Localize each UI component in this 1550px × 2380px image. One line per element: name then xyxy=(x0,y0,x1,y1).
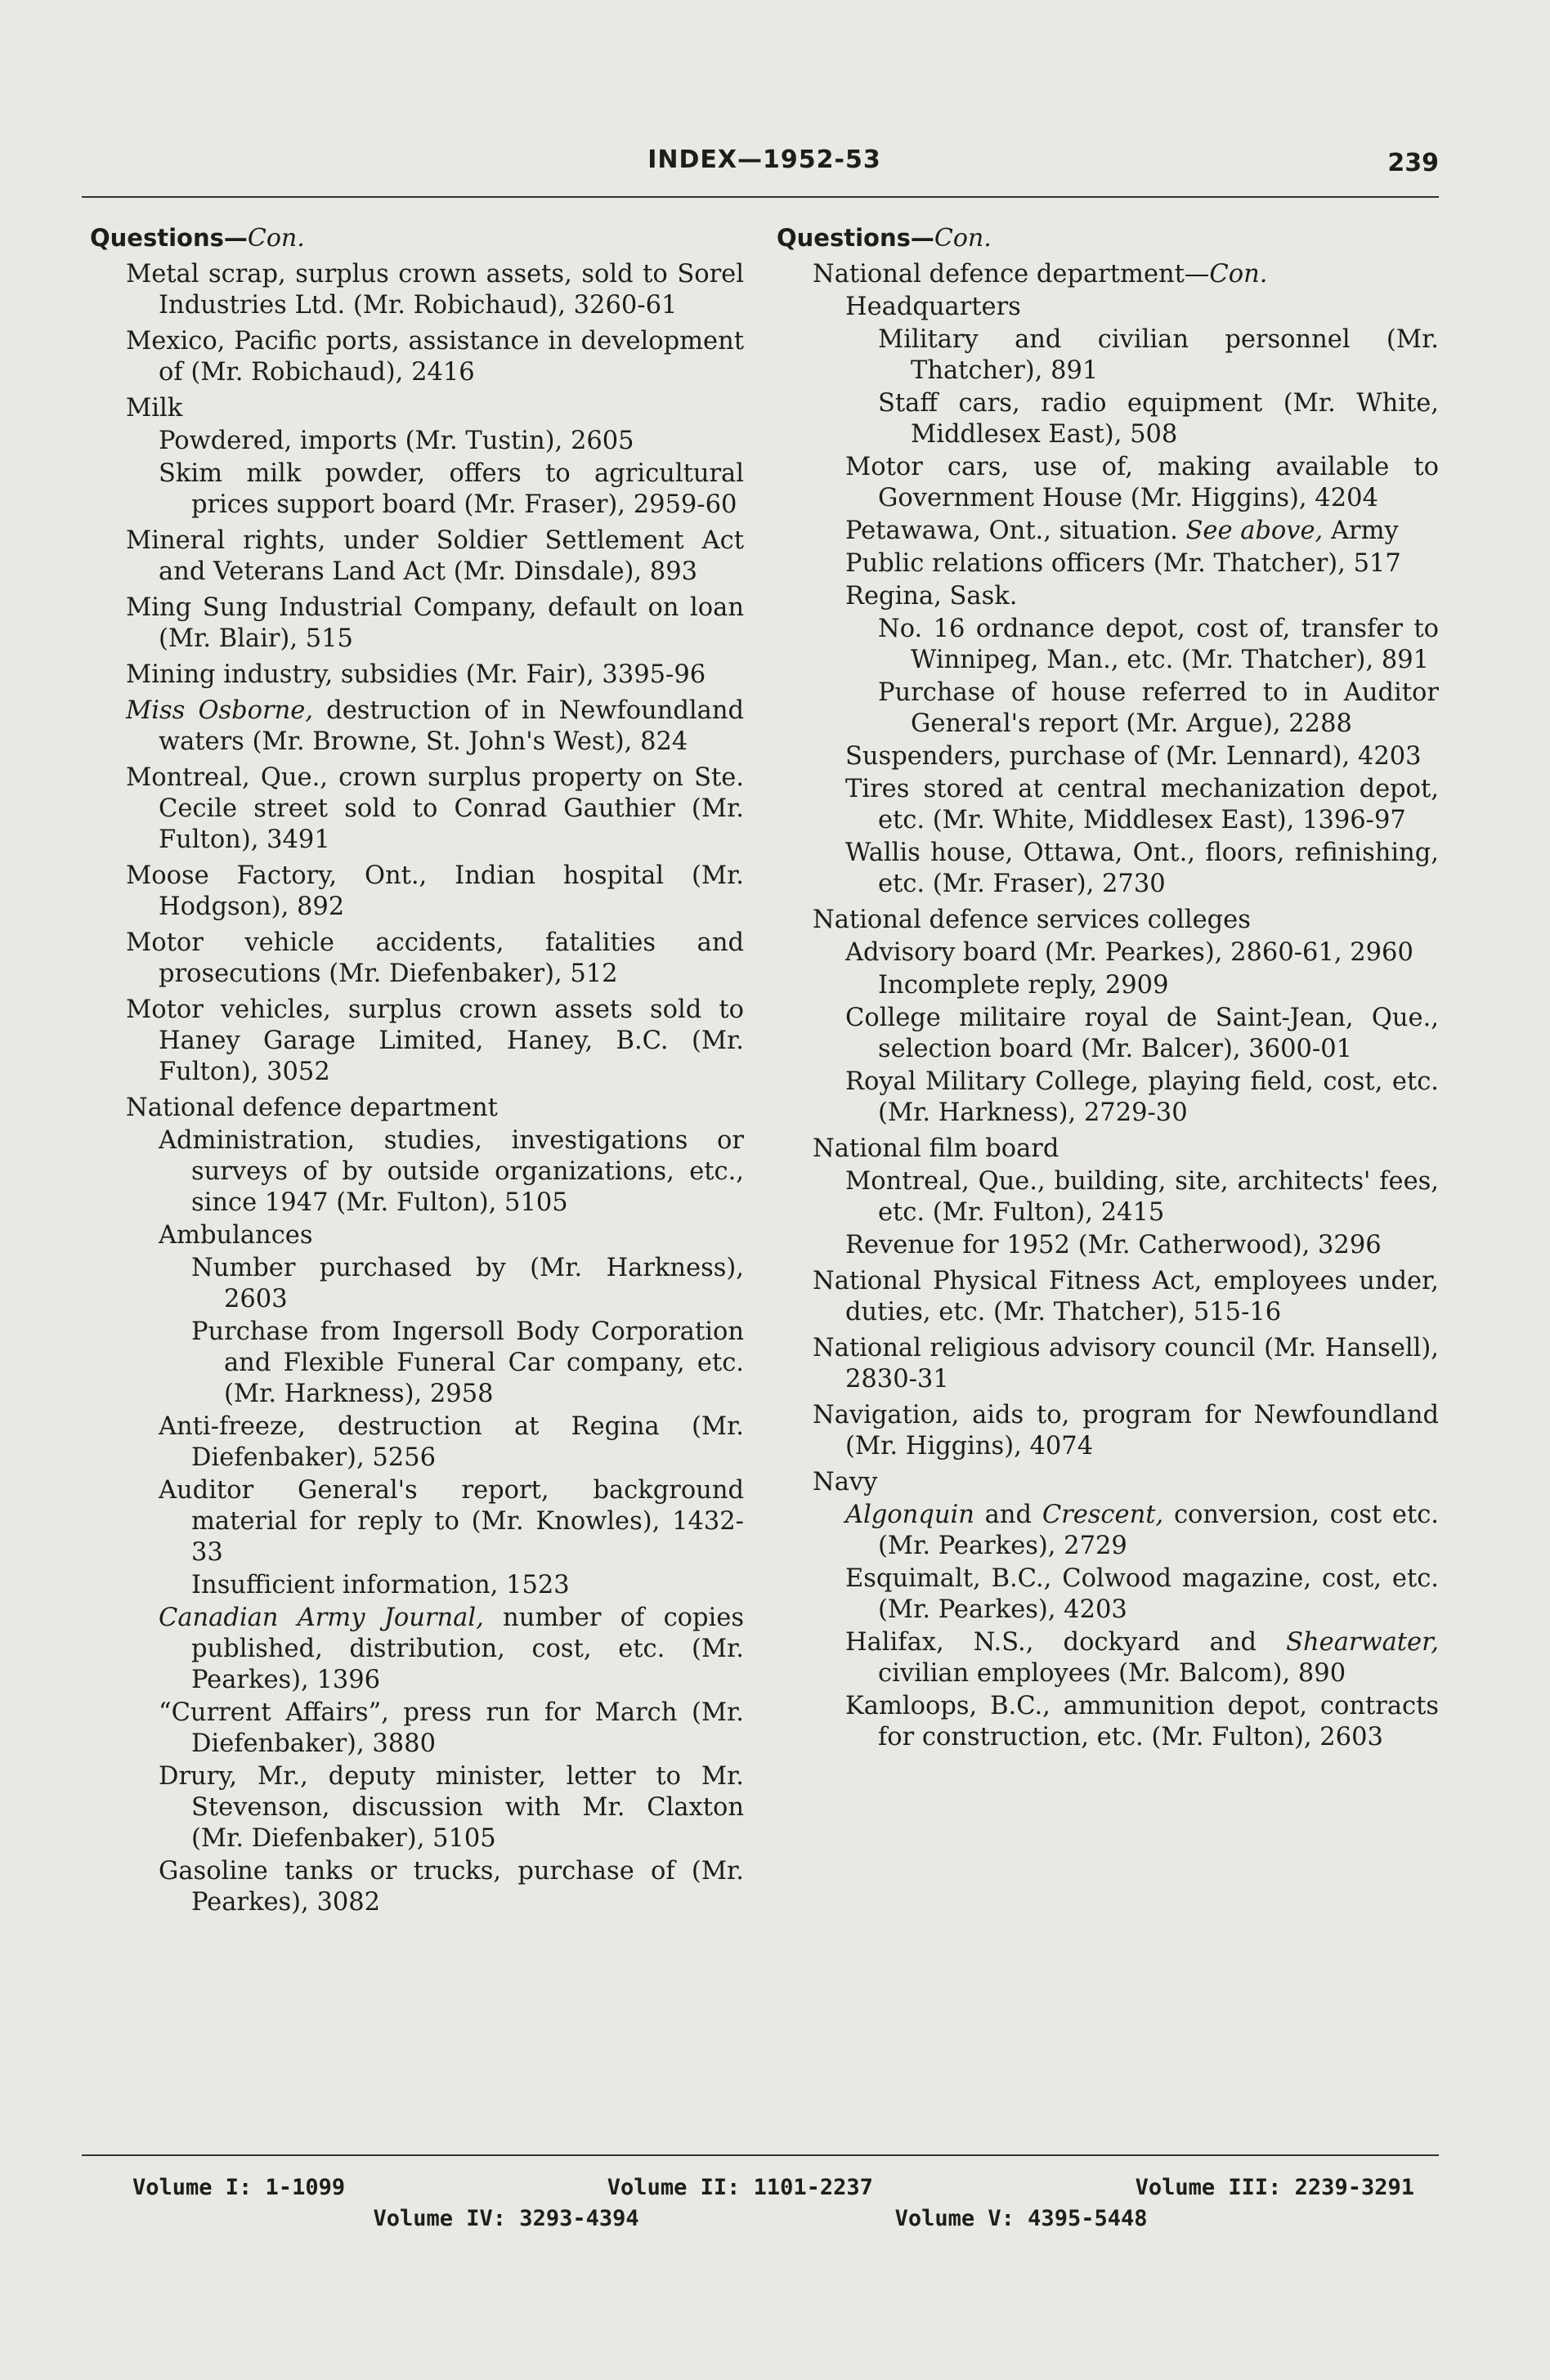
left-entries xyxy=(90,259,744,1918)
index-entry xyxy=(813,1333,1439,1395)
entry-text: Con. xyxy=(1209,260,1268,289)
index-entry xyxy=(126,696,745,758)
entry-text: Motor vehicles, surplus crown assets sold to Haney Garage Limited, Haney, B.C. (Mr. Fulton), 3052 xyxy=(126,995,744,1086)
header-rule xyxy=(82,196,1439,198)
entry-text: Moose Factory, Ont., Indian hospital (Mr. Hodgson), 892 xyxy=(126,861,744,921)
entry-text: National film board xyxy=(813,1134,1059,1163)
entry-text: Incomplete reply, 2909 xyxy=(878,971,1169,1000)
entry-text: number of copies published, distribution, cost, etc. (Mr. Pearkes), 1396 xyxy=(191,1604,744,1694)
entry-text: No. 16 ordnance depot, cost of, transfer to Winnipeg, Man., etc. (Mr. Thatcher), 891 xyxy=(878,615,1439,674)
index-entry xyxy=(813,1266,1439,1328)
index-entry xyxy=(845,1691,1439,1753)
entry-text: National defence department xyxy=(126,1094,498,1122)
index-entry xyxy=(878,614,1439,676)
entry-text: Petawawa, Ont., situation. xyxy=(845,517,1186,545)
index-entry xyxy=(159,1603,744,1696)
index-entry xyxy=(159,426,744,457)
index-entry xyxy=(126,995,744,1088)
entry-text: Mexico, Pacific ports, assistance in development of (Mr. Robichaud), 2416 xyxy=(126,327,744,387)
entry-text: Public relations officers (Mr. Thatcher), 517 xyxy=(845,549,1401,578)
index-entry xyxy=(813,259,1439,290)
index-entry xyxy=(126,1093,744,1124)
index-entry xyxy=(126,928,744,990)
entry-text: See above, xyxy=(1185,517,1324,545)
entry-text: Crescent, xyxy=(1042,1501,1164,1529)
entry-text: Tires stored at central mechanization depot, etc. (Mr. White, Middlesex East), 1396-97 xyxy=(845,775,1439,834)
entry-text: Insufficient information, 1523 xyxy=(191,1571,570,1599)
index-entry xyxy=(845,1003,1439,1065)
index-entry xyxy=(191,1317,744,1410)
index-entry xyxy=(126,326,744,388)
index-entry xyxy=(845,292,1439,323)
index-entry xyxy=(159,1220,744,1251)
right-entries xyxy=(777,259,1439,1753)
index-entry xyxy=(813,1134,1439,1165)
section-heading: Questions—Con. xyxy=(90,224,305,253)
entry-text: Halifax, N.S., dockyard and xyxy=(845,1628,1287,1657)
page-header xyxy=(90,145,1439,195)
index-entry xyxy=(813,1467,1439,1498)
entry-text: Military and civilian personnel (Mr. Thatcher), 891 xyxy=(878,325,1439,385)
entry-text: Gasoline tanks or trucks, purchase of (Mr. Pearkes), 3082 xyxy=(159,1857,744,1917)
index-entry xyxy=(126,526,744,588)
entry-text: Esquimalt, B.C., Colwood magazine, cost, etc. (Mr. Pearkes), 4203 xyxy=(845,1564,1439,1624)
entry-text: Ming Sung Industrial Company, default on loan (Mr. Blair), 515 xyxy=(126,593,744,653)
index-entry xyxy=(813,905,1439,936)
index-entry xyxy=(878,388,1439,450)
index-entry xyxy=(159,1698,744,1760)
entry-text: “Current Affairs”, press run for March (Mr. Diefenbaker), 3880 xyxy=(159,1698,744,1758)
entry-text: Purchase from Ingersoll Body Corporation and Flexible Funeral Car company, etc. (Mr. Harkness), 2958 xyxy=(191,1318,744,1408)
index-entry xyxy=(845,774,1439,836)
entry-text: Anti-freeze, destruction at Regina (Mr. Diefenbaker), 5256 xyxy=(159,1412,744,1472)
index-entry xyxy=(159,1761,744,1854)
entry-text: Headquarters xyxy=(845,293,1021,321)
index-entry xyxy=(159,1856,744,1918)
index-entry xyxy=(126,763,744,856)
volume-2: Volume II: 1101-2237 xyxy=(607,2175,873,2200)
index-entry xyxy=(845,452,1439,514)
index-entry xyxy=(845,937,1439,969)
entry-text: and xyxy=(974,1501,1042,1529)
entry-text: Ambulances xyxy=(159,1221,313,1250)
entry-text: Advisory board (Mr. Pearkes), 2860-61, 2960 xyxy=(845,938,1413,967)
index-entry xyxy=(191,1570,744,1601)
entry-text: Drury, Mr., deputy minister, letter to Mr. Stevenson, discussion with Mr. Claxton (Mr. Diefenbaker), 5105 xyxy=(159,1762,744,1853)
index-entry xyxy=(845,741,1439,772)
left-column xyxy=(90,222,744,1918)
entry-text: Motor vehicle accidents, fatalities and prosecutions (Mr. Diefenbaker), 512 xyxy=(126,928,744,988)
entry-text: Canadian Army Journal, xyxy=(159,1604,484,1632)
entry-text: National Physical Fitness Act, employees under, duties, etc. (Mr. Thatcher), 515-16 xyxy=(813,1267,1439,1326)
index-entry xyxy=(878,970,1439,1001)
section-heading: Questions—Con. xyxy=(777,224,992,253)
volume-5: Volume V: 4395-5448 xyxy=(894,2206,1148,2231)
entry-text: civilian employees (Mr. Balcom), 890 xyxy=(878,1659,1346,1688)
entry-text: Metal scrap, surplus crown assets, sold to Sorel Industries Ltd. (Mr. Robichaud), 3260-61 xyxy=(126,260,744,320)
entry-text: Regina, Sask. xyxy=(845,582,1018,611)
entry-text: Montreal, Que., building, site, architects' fees, etc. (Mr. Fulton), 2415 xyxy=(845,1167,1439,1227)
entry-text: Montreal, Que., crown surplus property on Ste. Cecile street sold to Conrad Gauthier (Mr. Fulton), 3491 xyxy=(126,763,744,854)
entry-text: Number purchased by (Mr. Harkness), 2603 xyxy=(191,1254,744,1313)
index-entry xyxy=(845,1564,1439,1626)
entry-text: Milk xyxy=(126,394,183,423)
index-entry xyxy=(878,678,1439,740)
index-entry xyxy=(845,581,1439,612)
index-entry xyxy=(159,1411,744,1474)
entry-text: Powdered, imports (Mr. Tustin), 2605 xyxy=(159,427,634,455)
entry-text: Suspenders, purchase of (Mr. Lennard), 4203 xyxy=(845,742,1422,771)
entry-text: Mining industry, subsidies (Mr. Fair), 3395-96 xyxy=(126,660,706,689)
index-entry xyxy=(845,1166,1439,1228)
entry-text: Kamloops, B.C., ammunition depot, contracts for construction, etc. (Mr. Fulton), 2603 xyxy=(845,1692,1439,1751)
entry-text: Algonquin xyxy=(845,1501,974,1529)
index-entry xyxy=(126,593,744,655)
page-number: 239 xyxy=(1387,149,1439,177)
entry-text: Purchase of house referred to in Auditor General's report (Mr. Argue), 2288 xyxy=(878,678,1439,738)
entry-text: Miss Osborne, xyxy=(126,696,313,725)
entry-text: Administration, studies, investigations or surveys of by outside organizations, etc., since 1947 (Mr. Fulton), 5105 xyxy=(159,1126,744,1217)
entry-text: National defence services colleges xyxy=(813,906,1251,934)
index-entry xyxy=(845,548,1439,579)
entry-text: Shearwater, xyxy=(1286,1628,1439,1657)
entry-text: Revenue for 1952 (Mr. Catherwood), 3296 xyxy=(845,1231,1382,1259)
index-entry xyxy=(845,1627,1439,1689)
index-entry xyxy=(159,1125,744,1219)
entry-text: Navy xyxy=(813,1468,878,1496)
index-entry xyxy=(126,393,744,424)
index-entry xyxy=(126,861,744,923)
index-entry xyxy=(126,660,744,691)
index-entry xyxy=(813,1400,1439,1462)
entry-text: National religious advisory council (Mr. Hansell), 2830-31 xyxy=(813,1334,1439,1394)
entry-text: Mineral rights, under Soldier Settlement Act and Veterans Land Act (Mr. Dinsdale), 893 xyxy=(126,526,744,586)
entry-text: College militaire royal de Saint-Jean, Que., selection board (Mr. Balcer), 3600-01 xyxy=(845,1004,1439,1063)
index-entry xyxy=(126,259,744,321)
entry-text: Army xyxy=(1323,517,1399,545)
volume-4: Volume IV: 3293-4394 xyxy=(373,2206,639,2231)
volume-1: Volume I: 1-1099 xyxy=(132,2175,346,2200)
entry-text: Motor cars, use of, making available to Government House (Mr. Higgins), 4204 xyxy=(845,453,1439,512)
entry-text: conversion, cost etc. (Mr. Pearkes), 2729 xyxy=(878,1501,1440,1560)
entry-text: Auditor General's report, background material for reply to (Mr. Knowles), 1432-33 xyxy=(159,1476,744,1567)
entry-text: Navigation, aids to, program for Newfoundland (Mr. Higgins), 4074 xyxy=(813,1401,1439,1461)
entry-text: destruction of in Newfoundland waters (Mr. Browne, St. John's West), 824 xyxy=(159,696,745,756)
volume-3: Volume III: 2239-3291 xyxy=(1135,2175,1414,2200)
index-entry xyxy=(878,324,1439,387)
index-entry xyxy=(845,1230,1439,1261)
index-entry xyxy=(191,1253,744,1315)
index-entry xyxy=(845,516,1439,547)
entry-text: Skim milk powder, offers to agricultural prices support board (Mr. Fraser), 2959-60 xyxy=(159,459,744,519)
volume-footer xyxy=(90,2172,1439,2235)
entry-text: National defence department— xyxy=(813,260,1210,289)
entry-text: Staff cars, radio equipment (Mr. White, Middlesex East), 508 xyxy=(878,389,1439,449)
index-entry xyxy=(845,1067,1439,1129)
footer-rule xyxy=(82,2154,1439,2156)
running-title: INDEX—1952-53 xyxy=(647,145,881,174)
index-entry xyxy=(845,838,1439,900)
right-column xyxy=(777,222,1439,1753)
entry-text: Wallis house, Ottawa, Ont., floors, refinishing, etc. (Mr. Fraser), 2730 xyxy=(845,839,1439,898)
index-entry xyxy=(845,1500,1440,1562)
index-entry xyxy=(159,1475,744,1568)
entry-text: Royal Military College, playing field, cost, etc. (Mr. Harkness), 2729-30 xyxy=(845,1067,1439,1127)
index-entry xyxy=(159,459,744,521)
